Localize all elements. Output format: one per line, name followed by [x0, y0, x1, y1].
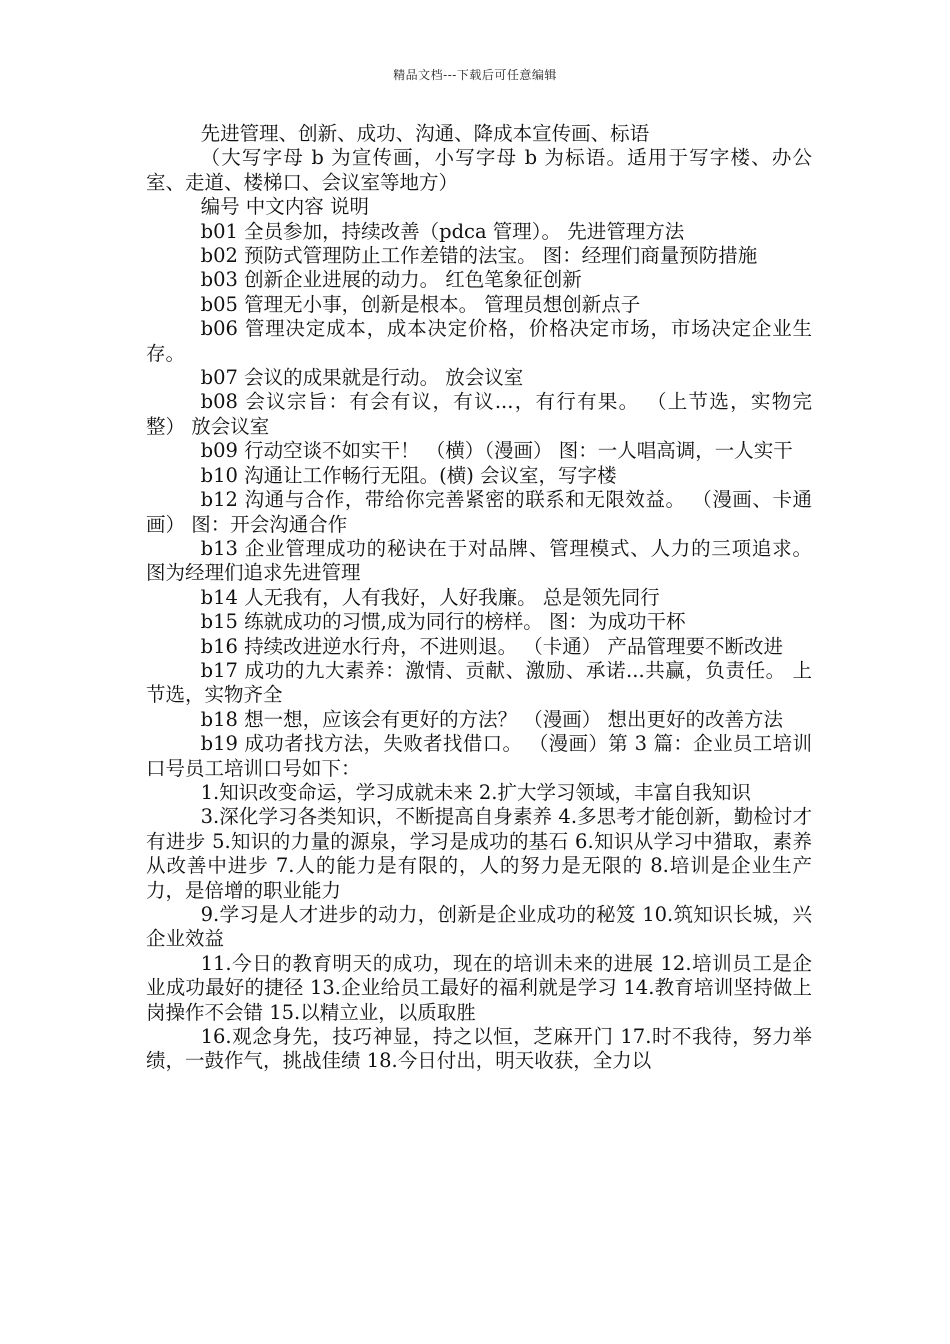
- paragraph-b02: b02 预防式管理防止工作差错的法宝。 图：经理们商量预防措施: [200, 244, 758, 268]
- paragraph-note: （大写字母 b 为宣传画，小写字母 b 为标语。适用于写字楼、办公室、走道、楼梯口、会议室等地方）: [146, 146, 812, 194]
- paragraph-slogans-11-15: 11.今日的教育明天的成功，现在的培训未来的进展 12.培训员工是企业成功最好的捷径 13.企业给员工最好的福利就是学习 14.教育培训坚持做上岗操作不会错 15.以精立业，以质取胜: [146, 951, 812, 1024]
- paragraph-b09: b09 行动空谈不如实干！ （横）（漫画） 图：一人唱高调，一人实干: [200, 439, 793, 463]
- paragraph-b18: b18 想一想，应该会有更好的方法？ （漫画） 想出更好的改善方法: [200, 707, 783, 731]
- paragraph-b03: b03 创新企业进展的动力。 红色笔象征创新: [200, 268, 582, 292]
- paragraph-b16: b16 持续改进逆水行舟，不进则退。 （卡通） 产品管理要不断改进: [200, 634, 783, 658]
- document-header-note: 精品文档---下载后可任意编辑: [393, 68, 557, 82]
- paragraph-slogans-1-2: 1.知识改变命运，学习成就未来 2.扩大学习领域，丰富自我知识: [200, 780, 752, 804]
- document-body: [146, 122, 812, 1074]
- paragraph-b19: b19 成功者找方法，失败者找借口。 （漫画）第 3 篇：企业员工培训口号员工培训口号如下：: [146, 732, 812, 780]
- paragraph-title: 先进管理、创新、成功、沟通、降成本宣传画、标语: [200, 122, 650, 145]
- paragraph-b05: b05 管理无小事，创新是根本。 管理员想创新点子: [200, 292, 641, 316]
- paragraph-b10: b10 沟通让工作畅行无阻。(横) 会议室，写字楼: [200, 463, 617, 487]
- paragraph-b17: b17 成功的九大素养：激情、贡献、激励、承诺...共赢，负责任。 上节选，实物齐全: [146, 658, 812, 707]
- paragraph-b15: b15 练就成功的习惯,成为同行的榜样。 图：为成功干杯: [200, 610, 686, 634]
- paragraph-b01: b01 全员参加，持续改善（pdca 管理）。 先进管理方法: [200, 219, 685, 243]
- paragraph-b14: b14 人无我有，人有我好，人好我廉。 总是领先同行: [200, 585, 660, 609]
- paragraph-b12: b12 沟通与合作，带给你完善紧密的联系和无限效益。 （漫画、卡通画） 图：开会沟通合作: [146, 488, 812, 536]
- paragraph-b06: b06 管理决定成本，成本决定价格，价格决定市场，市场决定企业生存。: [146, 317, 812, 365]
- paragraph-column-headers: 编号 中文内容 说明: [200, 195, 369, 219]
- paragraph-b13: b13 企业管理成功的秘诀在于对品牌、管理模式、人力的三项追求。 图为经理们追求先进管理: [146, 536, 812, 585]
- paragraph-slogans-9-10: 9.学习是人才进步的动力，创新是企业成功的秘笈 10.筑知识长城，兴企业效益: [146, 903, 812, 951]
- paragraph-b07: b07 会议的成果就是行动。 放会议室: [200, 366, 524, 390]
- paragraph-b08: b08 会议宗旨：有会有议，有议...，有行有果。 （上节选，实物完整） 放会议室: [146, 390, 812, 438]
- paragraph-slogans-16-18: 16.观念身先，技巧神显，持之以恒，芝麻开门 17.时不我待，努力举绩，一鼓作气，挑战佳绩 18.今日付出，明天收获，全力以: [146, 1025, 812, 1073]
- paragraph-slogans-3-8: 3.深化学习各类知识，不断提高自身素养 4.多思考才能创新，勤检讨才有进步 5.知识的力量的源泉，学习是成功的基石 6.知识从学习中猎取，素养从改善中进步 7.人的能力是有限的，人的努力是无限的 8.培训是企业生产力，是倍增的职业能力: [146, 805, 812, 902]
